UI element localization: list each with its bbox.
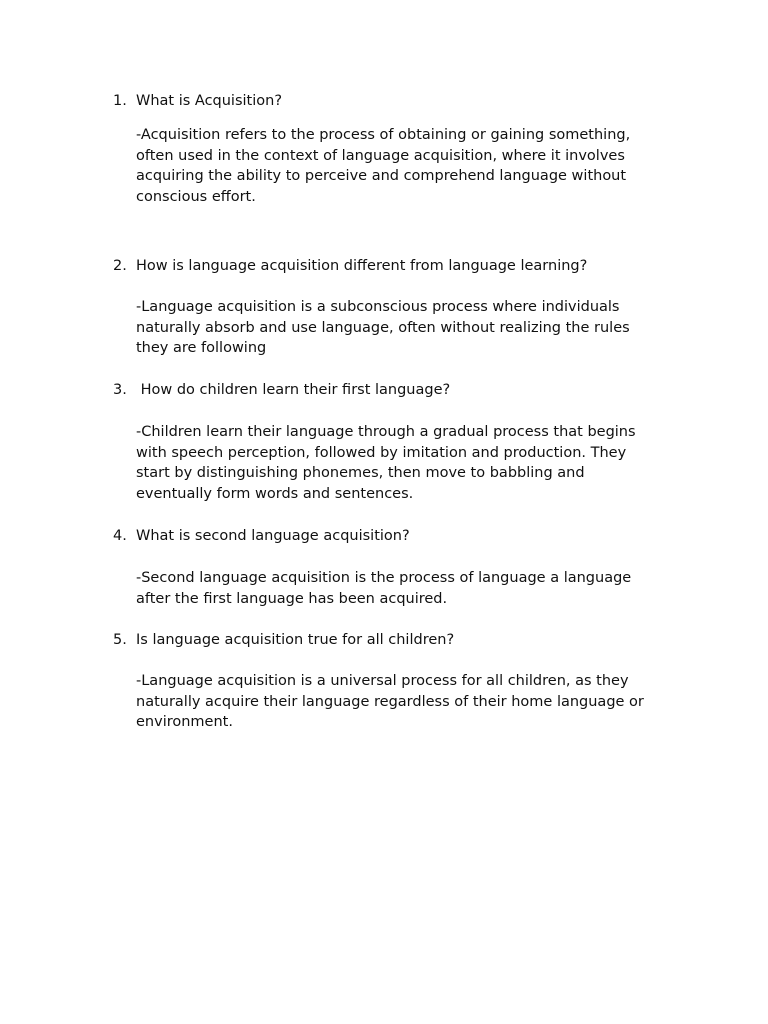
question-block-4	[113, 526, 673, 609]
answer-text: -Language acquisition is a subconscious process where individuals naturally absorb and use language, often without realizing the rules they are following	[136, 298, 630, 357]
question-line	[113, 630, 673, 651]
answer-text: -Children learn their language through a gradual process that begins with speech perception, followed by imitation and production. They start by distinguishing phonemes, then move to babbling and eventually form words and sentences.	[136, 423, 636, 503]
question-text: What is second language acquisition?	[136, 528, 410, 544]
question-block-3	[113, 380, 673, 505]
answer-text: -Language acquisition is a universal process for all children, as they naturally acquire their language regardless of their home language or environment.	[136, 672, 644, 731]
question-line	[113, 526, 673, 547]
question-text: Is language acquisition true for all children?	[136, 632, 455, 648]
question-line	[113, 91, 673, 112]
question-number: 5.	[113, 632, 127, 648]
answer-text: -Acquisition refers to the process of obtaining or gaining something, often used in the context of language acquisition, where it involves acquiring the ability to perceive and comprehend language without conscious effort.	[136, 126, 631, 206]
question-block-2	[113, 256, 673, 359]
question-number: 1.	[113, 93, 127, 109]
question-text: How do children learn their first language?	[136, 382, 451, 398]
question-line	[113, 256, 673, 277]
question-number: 3.	[113, 382, 127, 398]
question-line	[113, 380, 673, 401]
question-text: What is Acquisition?	[136, 93, 283, 109]
question-number: 2.	[113, 258, 127, 274]
question-number: 4.	[113, 528, 127, 544]
question-text: How is language acquisition different from language learning?	[136, 258, 588, 274]
question-block-5	[113, 630, 673, 733]
question-block-1	[113, 91, 673, 208]
answer-text: -Second language acquisition is the process of language a language after the first language has been acquired.	[136, 569, 632, 607]
